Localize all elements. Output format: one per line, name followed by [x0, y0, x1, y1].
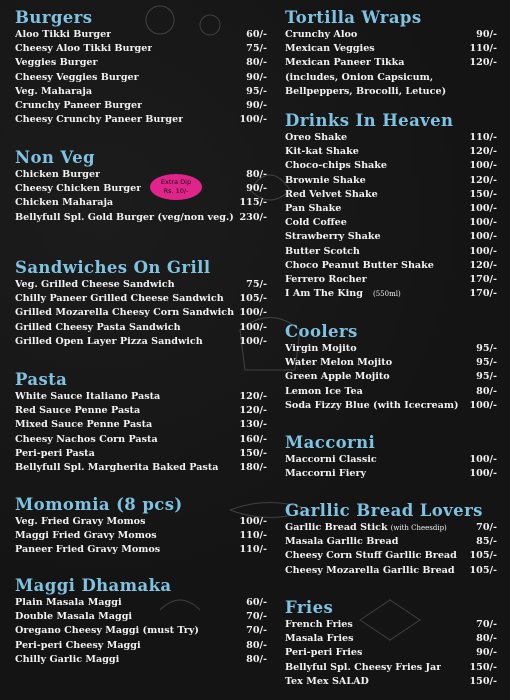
section-drinks: [285, 111, 497, 301]
item-price: 120/-: [469, 259, 497, 271]
menu-item: [15, 335, 267, 349]
item-name: Maccorni Classic: [285, 454, 377, 465]
item-price: 90/-: [476, 647, 497, 659]
menu-item: [285, 230, 497, 244]
dip-note: (with Cheesdip): [390, 524, 447, 532]
item-name: Cheesy Aloo Tikki Burger: [15, 43, 153, 55]
item-name: Grilled Cheesy Pasta Sandwich: [15, 321, 181, 333]
item-price: 150/-: [469, 661, 497, 673]
menu-item: [285, 618, 497, 632]
item-price: 70/-: [246, 625, 267, 637]
menu-item: [285, 42, 497, 56]
menu-item: [285, 453, 497, 467]
item-name: Masala Fries: [285, 633, 354, 645]
section-title: Drinks In Heaven: [285, 111, 454, 130]
item-price: 100/-: [469, 217, 497, 229]
item-price: 100/-: [469, 160, 497, 172]
wrap-note: (includes, Onion Capsicum,: [285, 71, 434, 83]
item-name: Peri-peri Pasta: [15, 447, 95, 459]
item-name: Cheesy Crunchy Paneer Burger: [15, 114, 184, 126]
item-price: 130/-: [239, 419, 267, 431]
item-name: Cheesy Mozarella Garllic Bread: [285, 564, 455, 576]
menu-item: [285, 564, 497, 578]
item-price: 120/-: [469, 174, 497, 186]
section-title: Pasta: [15, 370, 68, 389]
item-price: 100/-: [239, 307, 267, 319]
menu-item: [15, 529, 267, 543]
item-name: Red Velvet Shake: [285, 188, 378, 200]
item-price: 80/-: [246, 653, 267, 665]
section-maggi: [15, 576, 267, 667]
item-name: Mixed Sauce Penne Pasta: [15, 419, 153, 431]
section-title: Coolers: [285, 322, 358, 341]
menu-item: [15, 639, 267, 653]
item-name: Chicken Maharaja: [15, 197, 114, 209]
item-name: Paneer Fried Gravy Momos: [15, 544, 161, 556]
menu-item: [285, 131, 497, 145]
item-price: 90/-: [246, 71, 267, 83]
section-fries: [285, 598, 497, 689]
item-name: Bellyfull Spl. Margherita Baked Pasta: [15, 461, 219, 473]
item-price: 105/-: [469, 550, 497, 562]
item-name: Veg. Grilled Cheese Sandwich: [15, 279, 175, 290]
item-price: 100/-: [469, 399, 497, 411]
item-name: Chicken Burger: [15, 169, 101, 180]
menu-item: [285, 188, 497, 202]
item-price: 95/-: [246, 85, 267, 97]
item-name: Masala Garllic Bread: [285, 536, 399, 548]
item-price: 100/-: [469, 468, 497, 480]
item-name: Crunchy Paneer Burger: [15, 99, 143, 111]
item-price: 75/-: [246, 279, 267, 290]
item-price: 100/-: [239, 516, 267, 527]
item-name: Choco Peanut Butter Shake: [285, 259, 434, 271]
section-title: Momomia (8 pcs): [15, 495, 183, 514]
menu-item: [15, 624, 267, 638]
section-title: Non Veg: [15, 148, 95, 167]
menu-item: [285, 399, 497, 413]
item-price: 90/-: [246, 99, 267, 111]
item-name: Cheesy Corn Stuff Garllic Bread: [285, 550, 457, 562]
section-title: Sandwiches On Grill: [15, 258, 211, 277]
menu-item: [15, 543, 267, 557]
item-name: Tex Mex SALAD: [285, 675, 369, 687]
menu-item: [15, 404, 267, 418]
menu-item: [15, 99, 267, 113]
section-title: Fries: [285, 598, 334, 617]
item-name: Virgin Mojito: [285, 343, 357, 354]
menu-item: [15, 56, 267, 70]
item-price: 100/-: [469, 231, 497, 243]
section-title: Maccorni: [285, 433, 376, 452]
menu-item: [285, 245, 497, 259]
item-price: 100/-: [469, 454, 497, 465]
section-title: Maggi Dhamaka: [15, 576, 172, 595]
item-name: Grilled Open Layer Pizza Sandwich: [15, 335, 203, 347]
section-sandwiches: [15, 258, 267, 349]
menu-item: [15, 596, 267, 610]
menu-item: [15, 418, 267, 432]
item-price: 170/-: [469, 273, 497, 285]
menu-item: [285, 661, 497, 675]
menu-item: [15, 292, 267, 306]
item-price: 90/-: [476, 29, 497, 40]
item-name: Mexican Paneer Tikka: [285, 57, 405, 69]
item-price: 170/-: [469, 288, 497, 300]
item-price: 95/-: [476, 357, 497, 369]
badge-line1: Extra Dip: [160, 178, 192, 186]
item-name: Veg. Maharaja: [15, 85, 93, 97]
menu-item: [15, 196, 267, 210]
item-price: 110/-: [239, 544, 267, 556]
item-name: Chilly Paneer Grilled Cheese Sandwich: [15, 293, 224, 305]
menu-item: [15, 447, 267, 461]
section-title: Tortilla Wraps: [285, 8, 422, 27]
item-price: 80/-: [476, 385, 497, 397]
item-name: Double Masala Maggi: [15, 611, 133, 623]
item-price: 150/-: [469, 188, 497, 200]
item-name: French Fries: [285, 619, 353, 630]
item-price: 160/-: [239, 433, 267, 445]
item-price: 60/-: [246, 29, 267, 40]
item-name: Cheesy Veggies Burger: [15, 71, 139, 83]
section-momomia: [15, 495, 267, 558]
menu-item: [285, 646, 497, 660]
item-price: 115/-: [239, 197, 267, 209]
item-price: 80/-: [246, 639, 267, 651]
menu-item: [285, 342, 497, 356]
item-price: 120/-: [239, 405, 267, 417]
item-price: 95/-: [476, 371, 497, 383]
menu-item: [15, 85, 267, 99]
menu-item: [285, 356, 497, 370]
item-price: 105/-: [469, 564, 497, 576]
menu-item: [15, 42, 267, 56]
menu-item: [285, 273, 497, 287]
menu-item: [285, 259, 497, 273]
menu-item: [15, 461, 267, 475]
menu-item: [15, 168, 267, 182]
item-name: Ferrero Rocher: [285, 273, 367, 285]
section-non-veg: [15, 148, 267, 225]
item-price: 110/-: [469, 132, 497, 143]
item-price: 100/-: [469, 202, 497, 214]
item-price: 95/-: [476, 343, 497, 354]
menu-item: [15, 306, 267, 320]
item-name: White Sauce Italiano Pasta: [15, 391, 161, 402]
item-name: Veg. Fried Gravy Momos: [15, 516, 146, 527]
item-name: Maccorni Fiery: [285, 468, 367, 480]
item-price: 180/-: [239, 461, 267, 473]
item-name: Strawberry Shake: [285, 231, 381, 243]
menu-item: [15, 278, 267, 292]
item-price: 100/-: [239, 114, 267, 126]
item-name-text: Garllic Bread Stick: [285, 522, 388, 533]
item-name: Brownie Shake: [285, 174, 366, 186]
menu-item: [15, 211, 267, 225]
section-coolers: [285, 322, 497, 413]
item-name: Pan Shake: [285, 202, 342, 214]
item-price: 120/-: [469, 146, 497, 158]
menu-item: [285, 535, 497, 549]
menu-item: [285, 287, 497, 301]
item-price: 110/-: [239, 530, 267, 542]
item-name: Oreo Shake: [285, 132, 348, 143]
menu-item: [285, 467, 497, 481]
item-price: 105/-: [239, 293, 267, 305]
section-burgers: [15, 8, 267, 127]
menu-item: [15, 390, 267, 404]
item-price: 80/-: [246, 57, 267, 69]
item-name: Oregano Cheesy Maggi (must Try): [15, 625, 199, 637]
item-name: [285, 287, 401, 301]
menu-item: [285, 549, 497, 563]
wrap-note: Bellpeppers, Brocolli, Letuce): [285, 85, 447, 97]
item-name: Red Sauce Penne Pasta: [15, 405, 141, 417]
menu-item: [15, 610, 267, 624]
item-name: Soda Fizzy Blue (with Icecream): [285, 399, 459, 411]
item-price: 110/-: [469, 43, 497, 55]
item-name: Chilly Garlic Maggi: [15, 653, 120, 665]
item-price: 90/-: [246, 183, 267, 195]
item-price: 100/-: [239, 321, 267, 333]
menu-item: [285, 28, 497, 42]
menu-item: [285, 632, 497, 646]
menu-item: [285, 385, 497, 399]
menu-item: [285, 675, 497, 689]
item-price: 120/-: [469, 57, 497, 69]
item-name: Butter Scotch: [285, 245, 360, 257]
item-name: Peri-peri Fries: [285, 647, 363, 659]
menu-item: [285, 521, 497, 535]
menu-item: [15, 515, 267, 529]
section-title: Garllic Bread Lovers: [285, 501, 483, 520]
item-name: Peri-peri Cheesy Maggi: [15, 639, 141, 651]
item-price: 80/-: [476, 633, 497, 645]
menu-item: [15, 653, 267, 667]
menu-item: [15, 28, 267, 42]
item-name: Cheesy Nachos Corn Pasta: [15, 433, 158, 445]
section-pasta: [15, 370, 267, 475]
item-name: Grilled Mozarella Cheesy Corn Sandwich: [15, 307, 235, 319]
item-name: Cold Coffee: [285, 217, 347, 229]
item-price: 230/-: [239, 211, 267, 223]
badge-line2: Rs. 10/-: [163, 187, 189, 195]
section-title: Burgers: [15, 8, 93, 27]
menu-item: [285, 174, 497, 188]
item-price: 100/-: [469, 245, 497, 257]
item-price: 70/-: [476, 522, 497, 533]
item-name: Aloo Tikki Burger: [15, 29, 112, 40]
menu-item: [15, 182, 267, 196]
menu-item: [15, 71, 267, 85]
item-price: 150/-: [239, 447, 267, 459]
menu-item: [285, 202, 497, 216]
item-name: Lemon Ice Tea: [285, 385, 363, 397]
item-price: 120/-: [239, 391, 267, 402]
item-name: Kit-kat Shake: [285, 146, 359, 158]
item-name: Mexican Veggies: [285, 43, 375, 55]
section-maccorni: [285, 433, 497, 481]
item-name: Maggi Fried Gravy Momos: [15, 530, 157, 542]
section-tortilla-wraps: [285, 8, 497, 99]
item-price: 75/-: [246, 43, 267, 55]
item-name: Green Apple Mojito: [285, 371, 390, 383]
menu-item: [285, 145, 497, 159]
item-name: Crunchy Aloo: [285, 29, 358, 40]
item-price: 100/-: [239, 335, 267, 347]
extra-dip-badge: [150, 174, 202, 200]
item-price: 60/-: [246, 597, 267, 608]
item-name: Cheesy Chicken Burger: [15, 183, 142, 195]
item-name: Plain Masala Maggi: [15, 597, 122, 608]
menu-item: [285, 159, 497, 173]
item-name: Bellyfull Spl. Gold Burger (veg/non veg.): [15, 211, 234, 223]
menu-item: [285, 216, 497, 230]
menu-item: [15, 321, 267, 335]
item-name: Veggies Burger: [15, 57, 98, 69]
size-note: (550ml): [373, 290, 401, 299]
item-name: Water Melon Mojito: [285, 357, 393, 369]
item-name-text: I Am The King: [285, 288, 363, 300]
item-name: Choco-chips Shake: [285, 160, 388, 172]
menu-item: [285, 370, 497, 384]
item-price: 70/-: [246, 611, 267, 623]
item-price: 85/-: [476, 536, 497, 548]
menu-item: [15, 113, 267, 127]
item-name: [285, 521, 447, 535]
item-price: 70/-: [476, 619, 497, 630]
menu-item: [285, 56, 497, 70]
item-price: 80/-: [246, 169, 267, 180]
menu-item: [15, 433, 267, 447]
item-name: Bellyful Spl. Cheesy Fries Jar: [285, 661, 442, 673]
section-garlic-bread: [285, 501, 497, 578]
item-price: 150/-: [469, 675, 497, 687]
